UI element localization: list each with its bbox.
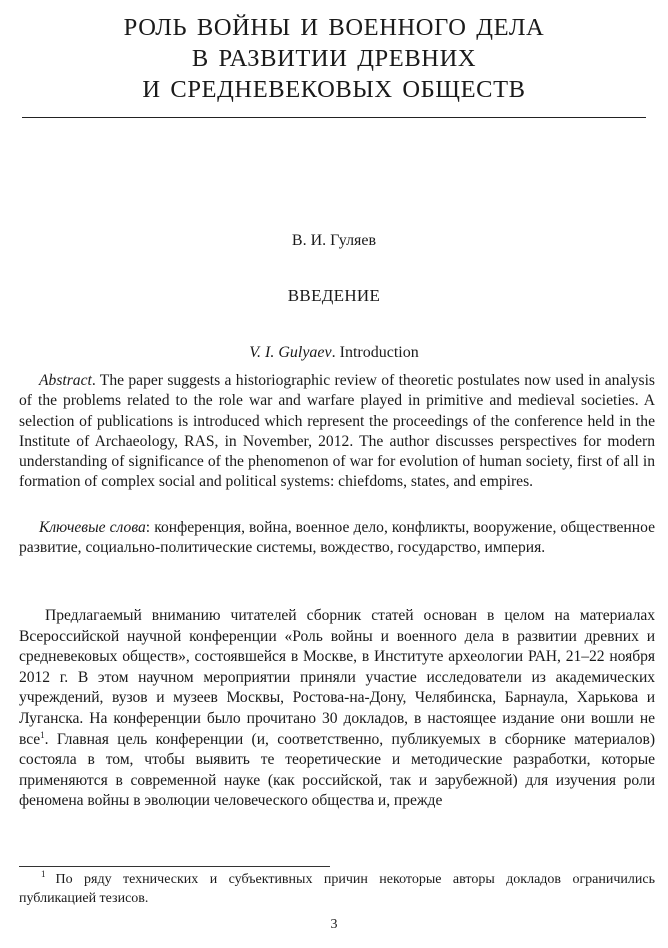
book-section-title — [20, 12, 648, 105]
english-author: V. I. Gulyaev — [249, 344, 332, 361]
article-heading: ВВЕДЕНИЕ — [287, 286, 381, 305]
body-text-part-1: Предлагаемый вниманию читателей сборник статей основан в целом на материалах Всероссийской научной конференции «Роль войны и военного дела в развитии древних и средневековых обществ», состоявшейся в Москве, в Институте археологии РАН, 21–22 ноября 2012 г. В этом научном мероприятии приняли участие исследователи из академических учреждений, вузов и музеев Москвы, Ростова-на-Дону, Челябинска, Барнаула, Харькова и Луганска. На конференции было прочитано 30 докладов, в настоящее издание они вошли не все — [19, 607, 655, 748]
title-line-3: И СРЕДНЕВЕКОВЫХ ОБЩЕСТВ — [142, 76, 526, 103]
title-line-1: РОЛЬ ВОЙНЫ И ВОЕННОГО ДЕЛА — [123, 14, 545, 41]
keywords-text: : конференция, война, военное дело, конфликты, вооружение, общественное развитие, социально-политические системы, вождество, государство, империя. — [19, 519, 655, 557]
keywords-paragraph — [19, 518, 655, 559]
title-line-2: В РАЗВИТИИ ДРЕВНИХ — [191, 45, 477, 72]
abstract-paragraph — [19, 371, 655, 493]
title-rule — [22, 117, 646, 118]
article-author: В. И. Гуляев — [291, 232, 377, 249]
english-title — [0, 344, 668, 362]
keywords-label: Ключевые слова — [39, 519, 146, 536]
footnote-separator — [19, 866, 330, 867]
english-title-text: . Introduction — [331, 344, 419, 361]
footnote-reference[interactable]: 1 — [40, 729, 45, 740]
footnote-text: По ряду технических и субъективных причин некоторые авторы докладов ограничились публикацией тезисов. — [19, 872, 655, 906]
body-text-part-2: . Главная цель конференции (и, соответственно, публикуемых в сборнике материалов) состояла в том, чтобы выявить те теоретические и методические разработки, которые применяются в современной науке (как российской, так и зарубежной) для изучения роли феномена войны в эволюции человеческого общества и, прежде — [19, 730, 655, 810]
footnote-mark: 1 — [41, 869, 46, 880]
abstract-label: Abstract — [39, 372, 92, 389]
page-number: 3 — [330, 917, 338, 932]
footnote — [19, 870, 655, 908]
abstract-text: . The paper suggests a historiographic review of theoretic postulates now used in analysis of the problems related to the role war and warfare played in primitive and medieval societies. A selection of publications is introduced which represent the proceedings of the conference held in the Institute of Archaeology, RAS, in November, 2012. The author discusses perspectives for modern understanding of significance of the phenomenon of war for evolution of human society, first of all in formation of complex social and political systems: chiefdoms, states, and empires. — [19, 372, 655, 491]
body-paragraph — [19, 606, 655, 812]
